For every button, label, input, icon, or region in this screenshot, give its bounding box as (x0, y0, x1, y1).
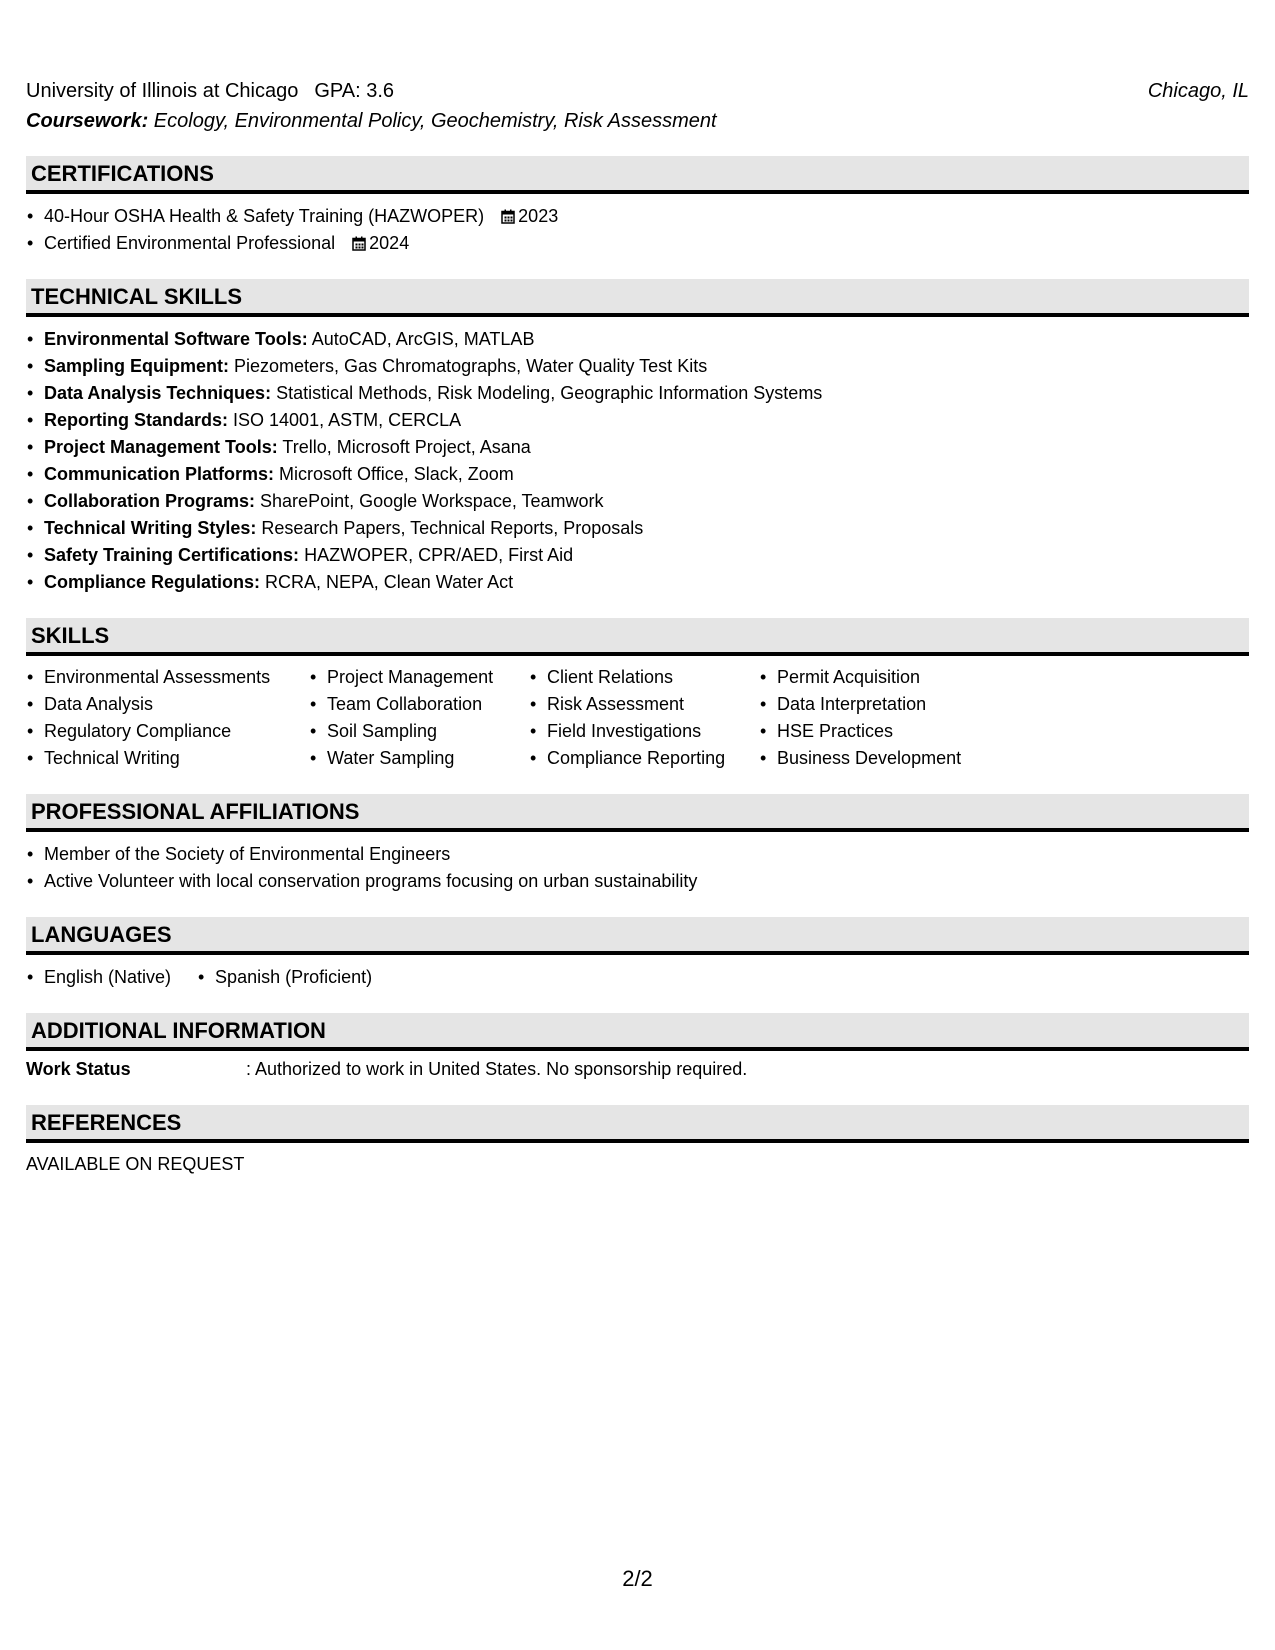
list-item: • Collaboration Programs: SharePoint, Google Workspace, Teamwork (26, 488, 1249, 515)
list-item: • Compliance Regulations: RCRA, NEPA, Clean Water Act (26, 569, 1249, 596)
technical-skills-heading: TECHNICAL SKILLS (26, 279, 1249, 317)
list-item: • Regulatory Compliance (26, 718, 285, 745)
coursework-label: Coursework: (26, 110, 149, 132)
skills-column (529, 664, 735, 772)
list-item: • Certified Environmental Professional 2024 (26, 230, 1249, 257)
skills-column (26, 664, 285, 772)
list-item: • Member of the Society of Environmental Engineers (26, 841, 1249, 868)
list-item: • Environmental Assessments (26, 664, 285, 691)
list-item: • Safety Training Certifications: HAZWOPER, CPR/AED, First Aid (26, 542, 1249, 569)
list-item: • 40-Hour OSHA Health & Safety Training (HAZWOPER) 2023 (26, 203, 1249, 230)
certifications-heading: CERTIFICATIONS (26, 156, 1249, 194)
technical-skills-list (26, 326, 1249, 596)
list-item: • English (Native) (26, 964, 171, 991)
work-status-label: Work Status (26, 1059, 131, 1079)
list-item: • Project Management (309, 664, 505, 691)
references-text: AVAILABLE ON REQUEST (26, 1154, 245, 1174)
list-item: • Soil Sampling (309, 718, 505, 745)
list-item: • Field Investigations (529, 718, 735, 745)
list-item: • Sampling Equipment: Piezometers, Gas Chromatographs, Water Quality Test Kits (26, 353, 1249, 380)
list-item: • Client Relations (529, 664, 735, 691)
coursework-list: Ecology, Environmental Policy, Geochemistry, Risk Assessment (148, 110, 717, 132)
languages-heading: LANGUAGES (26, 917, 1249, 955)
list-item: • Team Collaboration (309, 691, 505, 718)
list-item: • Business Development (759, 745, 961, 772)
skills-column (309, 664, 505, 772)
list-item: • Technical Writing Styles: Research Papers, Technical Reports, Proposals (26, 515, 1249, 542)
gpa: GPA: 3.6 (314, 80, 395, 102)
list-item: • Spanish (Proficient) (197, 964, 372, 991)
skills-column (759, 664, 961, 772)
list-item: • Active Volunteer with local conservation programs focusing on urban sustainability (26, 868, 1249, 895)
affiliations-list (26, 841, 1249, 895)
school-location: Chicago, IL (1147, 80, 1249, 102)
list-item: • Project Management Tools: Trello, Microsoft Project, Asana (26, 434, 1249, 461)
list-item: • Technical Writing (26, 745, 285, 772)
certifications-list (26, 203, 1249, 257)
list-item: • Data Analysis Techniques: Statistical Methods, Risk Modeling, Geographic Information Systems (26, 380, 1249, 407)
additional-info-heading: ADDITIONAL INFORMATION (26, 1013, 1249, 1051)
list-item: • Risk Assessment (529, 691, 735, 718)
list-item: • Communication Platforms: Microsoft Office, Slack, Zoom (26, 461, 1249, 488)
resume-page (26, 78, 1249, 1178)
list-item: • Water Sampling (309, 745, 505, 772)
calendar-icon (501, 209, 515, 224)
coursework (26, 108, 1249, 134)
references-heading: REFERENCES (26, 1105, 1249, 1143)
list-item: • HSE Practices (759, 718, 961, 745)
list-item: • Data Interpretation (759, 691, 961, 718)
work-status-value: : Authorized to work in United States. No sponsorship required. (246, 1059, 748, 1079)
languages-list (26, 964, 1249, 991)
skills-heading: SKILLS (26, 618, 1249, 656)
list-item: • Reporting Standards: ISO 14001, ASTM, CERCLA (26, 407, 1249, 434)
education-row (26, 78, 1249, 104)
school-name: University of Illinois at Chicago (26, 80, 299, 102)
list-item: • Compliance Reporting (529, 745, 735, 772)
page-number: 2/2 (622, 1566, 653, 1591)
skills-grid (26, 664, 1249, 772)
list-item: • Data Analysis (26, 691, 285, 718)
list-item: • Permit Acquisition (759, 664, 961, 691)
affiliations-heading: PROFESSIONAL AFFILIATIONS (26, 794, 1249, 832)
work-status-row (26, 1056, 1249, 1083)
list-item: • Environmental Software Tools: AutoCAD, ArcGIS, MATLAB (26, 326, 1249, 353)
calendar-icon (352, 236, 366, 251)
